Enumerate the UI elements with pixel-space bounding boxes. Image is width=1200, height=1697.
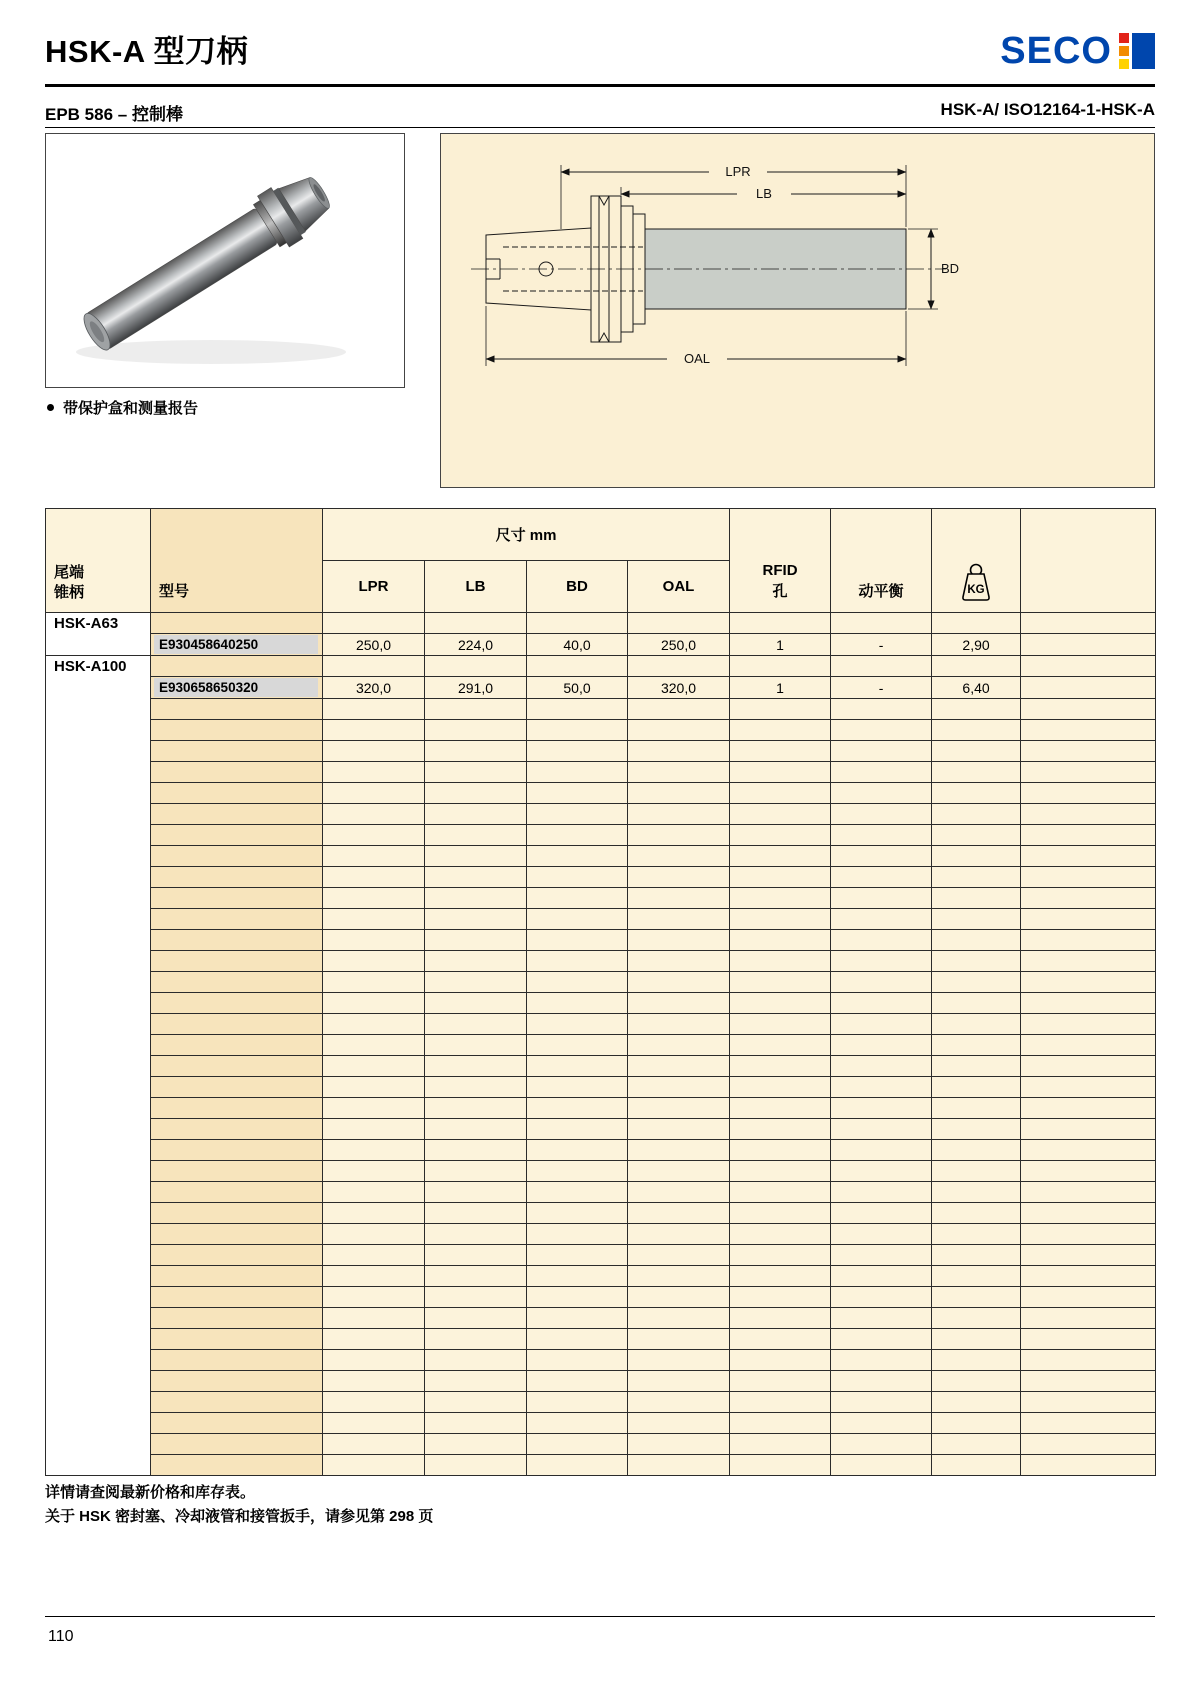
header-oal: OAL — [628, 561, 730, 613]
footer-divider — [45, 1616, 1155, 1617]
value-lb: 291,0 — [425, 677, 527, 699]
table-empty-row — [46, 1014, 1156, 1035]
table-empty-row — [46, 1098, 1156, 1119]
group-label-row — [46, 613, 1156, 634]
value-oal: 320,0 — [628, 677, 730, 699]
value-lpr: 250,0 — [323, 634, 425, 656]
table-empty-row — [46, 1077, 1156, 1098]
value-lpr: 320,0 — [323, 677, 425, 699]
table-empty-row — [46, 1161, 1156, 1182]
logo-orange-square — [1119, 46, 1129, 56]
seco-logo-mark-icon — [1119, 33, 1155, 69]
title-divider — [45, 84, 1155, 87]
table-body — [46, 613, 1156, 1476]
table-empty-row — [46, 930, 1156, 951]
table-header — [46, 509, 1156, 613]
table-empty-row — [46, 783, 1156, 804]
header-empty — [1021, 509, 1156, 613]
footer-note-1: 详情请查阅最新价格和库存表。 — [45, 1484, 256, 1501]
dim-label-bd: BD — [941, 261, 960, 276]
model-number: E930458640250 — [154, 635, 318, 654]
table-empty-row — [46, 846, 1156, 867]
table-empty-row — [46, 867, 1156, 888]
table-empty-row — [46, 741, 1156, 762]
header-lpr: LPR — [323, 561, 425, 613]
model-cell — [151, 634, 323, 656]
dim-label-lpr: LPR — [725, 164, 751, 179]
model-number: E930658650320 — [154, 678, 318, 697]
table-empty-row — [46, 1140, 1156, 1161]
table-empty-row — [46, 1224, 1156, 1245]
table-empty-row — [46, 1350, 1156, 1371]
product-photo-box — [45, 133, 405, 388]
dimension-table — [45, 508, 1156, 1476]
drawing-panel — [440, 133, 1155, 488]
weight-icon — [956, 561, 996, 605]
value-bd: 40,0 — [527, 634, 628, 656]
header-balance: 动平衡 — [831, 509, 932, 613]
table-empty-row — [46, 1245, 1156, 1266]
bullet-dot-icon — [47, 404, 54, 411]
table-empty-row — [46, 699, 1156, 720]
table-empty-row — [46, 1287, 1156, 1308]
header-weight — [932, 509, 1021, 613]
table-empty-row — [46, 972, 1156, 993]
logo-red-square — [1119, 33, 1129, 43]
table-empty-row — [46, 1329, 1156, 1350]
feature-bullet-text: 带保护盒和测量报告 — [63, 400, 199, 417]
header-lb: LB — [425, 561, 527, 613]
value-rfid: 1 — [730, 677, 831, 699]
header-taper-line1: 尾端 — [54, 563, 85, 581]
dimension-table-wrap — [45, 508, 1155, 1476]
table-empty-row — [46, 1455, 1156, 1476]
value-rfid: 1 — [730, 634, 831, 656]
table-empty-row — [46, 1434, 1156, 1455]
value-lb: 224,0 — [425, 634, 527, 656]
table-empty-row — [46, 804, 1156, 825]
header-dims-group: 尺寸 mm — [323, 509, 730, 561]
logo-blue-square — [1132, 33, 1155, 69]
header-rfid: RFID 孔 — [730, 509, 831, 613]
taper-label-hska100: HSK-A100 — [46, 656, 151, 1476]
logo-yellow-square — [1119, 59, 1129, 69]
svg-text:KG: KG — [967, 584, 985, 596]
table-empty-row — [46, 1371, 1156, 1392]
header-bd: BD — [527, 561, 628, 613]
technical-drawing — [441, 134, 1154, 487]
table-empty-row — [46, 888, 1156, 909]
footer-note-2: 关于 HSK 密封塞、冷却液管和接管扳手，请参见第 298 页 — [45, 1508, 434, 1525]
table-empty-row — [46, 909, 1156, 930]
table-row — [46, 677, 1156, 699]
section-divider — [45, 127, 1155, 128]
taper-label-hska63: HSK-A63 — [46, 613, 151, 656]
page-number: 110 — [48, 1628, 74, 1645]
value-bd: 50,0 — [527, 677, 628, 699]
seco-logo — [1000, 32, 1155, 70]
product-series-label: EPB 586 – 控制棒 — [45, 105, 183, 124]
table-empty-row — [46, 720, 1156, 741]
standard-label: HSK-A/ ISO12164-1-HSK-A — [940, 100, 1155, 119]
value-balance: - — [831, 634, 932, 656]
value-kg: 2,90 — [932, 634, 1021, 656]
model-cell — [151, 677, 323, 699]
table-empty-row — [46, 1413, 1156, 1434]
header-model: 型号 — [151, 509, 323, 613]
value-oal: 250,0 — [628, 634, 730, 656]
table-empty-row — [46, 762, 1156, 783]
table-empty-row — [46, 1203, 1156, 1224]
table-empty-row — [46, 1035, 1156, 1056]
table-empty-row — [46, 951, 1156, 972]
table-empty-row — [46, 993, 1156, 1014]
dim-label-lb: LB — [756, 186, 772, 201]
table-empty-row — [46, 1182, 1156, 1203]
table-empty-row — [46, 1392, 1156, 1413]
header-taper-line2: 锥柄 — [54, 583, 85, 601]
value-balance: - — [831, 677, 932, 699]
value-kg: 6,40 — [932, 677, 1021, 699]
table-row — [46, 634, 1156, 656]
table-empty-row — [46, 1119, 1156, 1140]
feature-bullet — [47, 397, 198, 418]
table-empty-row — [46, 825, 1156, 846]
product-photo — [46, 134, 404, 387]
seco-wordmark: SECO — [1000, 30, 1112, 72]
table-empty-row — [46, 1266, 1156, 1287]
dim-label-oal: OAL — [683, 351, 711, 366]
table-empty-row — [46, 1056, 1156, 1077]
group-label-row — [46, 656, 1156, 677]
page-title: HSK-A 型刀柄 — [45, 34, 249, 69]
header-taper-shank — [46, 509, 151, 613]
table-empty-row — [46, 1308, 1156, 1329]
